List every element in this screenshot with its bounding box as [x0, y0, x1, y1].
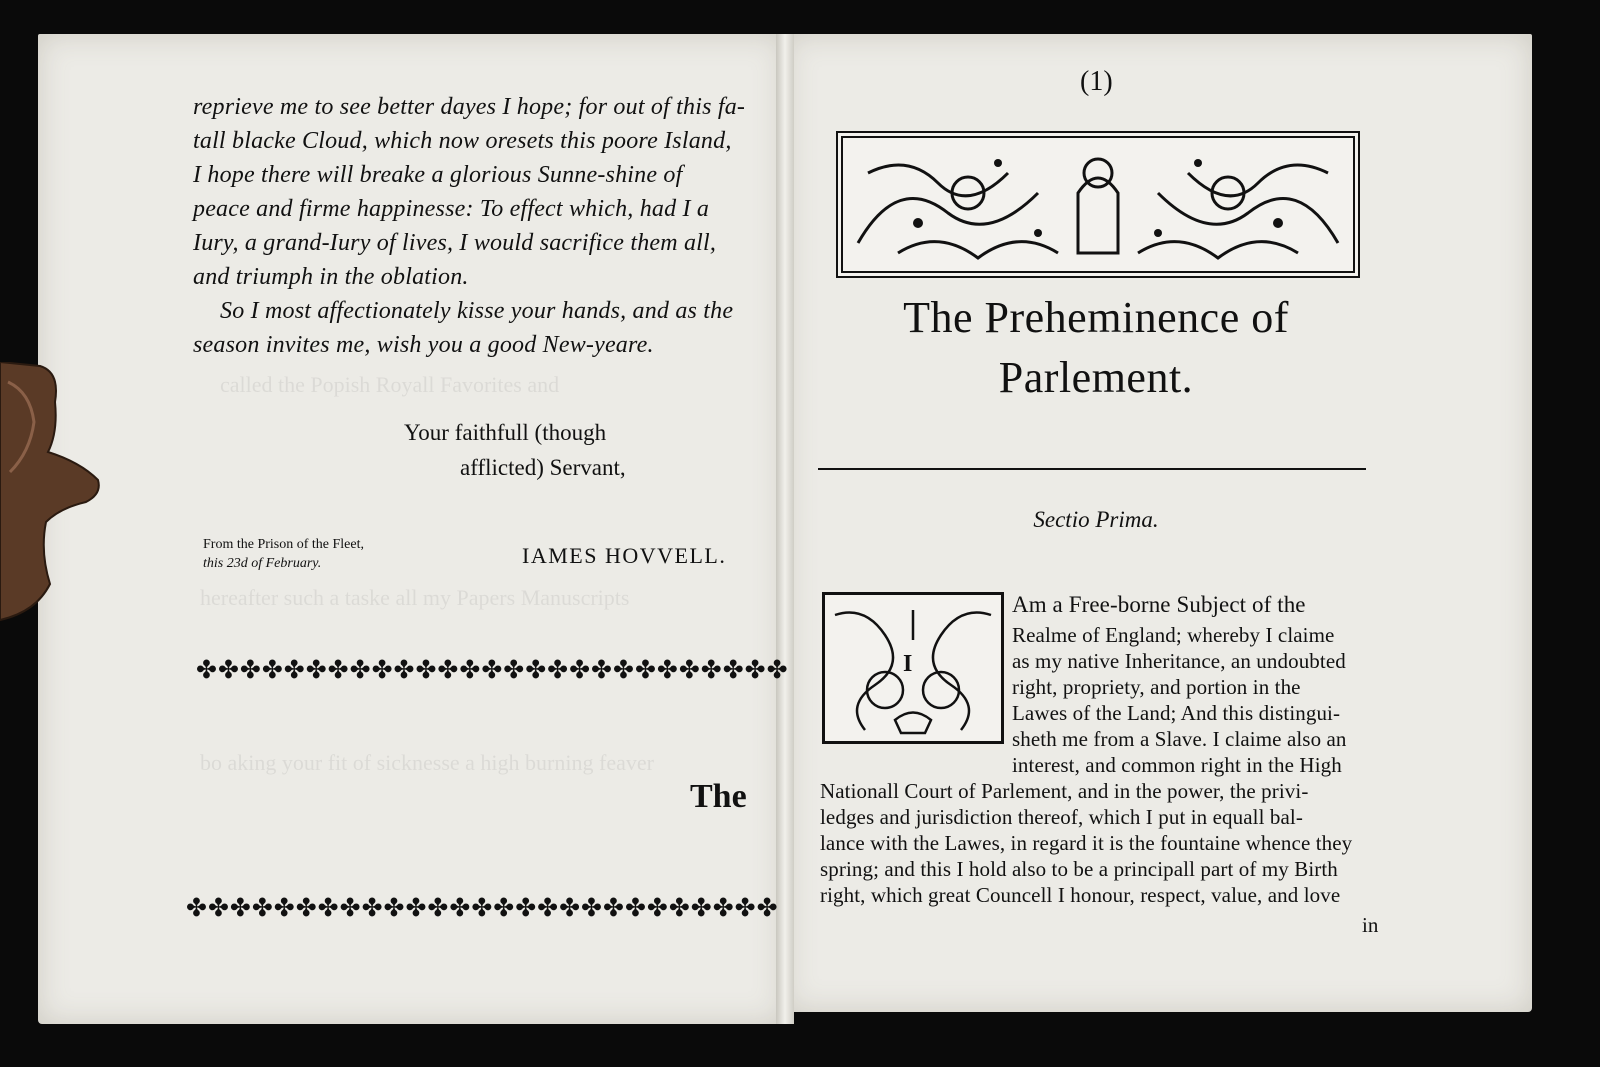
body-line: spring; and this I hold also to be a principall part of my Birth: [820, 857, 1338, 881]
book-title: Parlement.: [998, 353, 1194, 402]
catchword: The: [690, 778, 747, 815]
body-line: right, which great Councell I honour, respect, value, and love: [820, 883, 1341, 907]
letter-line: reprieve me to see better dayes I hope; for out of this fa-: [193, 94, 746, 120]
floral-initial-icon: [825, 595, 1001, 741]
body-line: Nationall Court of Parlement, and in the power, the privi-: [820, 779, 1309, 803]
ornament-row: ✤✤✤✤✤✤✤✤✤✤✤✤✤✤✤✤✤✤✤✤✤✤✤✤✤✤✤: [196, 655, 789, 684]
show-through-text: bo aking your fit of sicknesse a high burning feaver: [200, 750, 654, 775]
body-line: ledges and jurisdiction thereof, which I put in equall bal-: [820, 805, 1303, 829]
signoff-line: afflicted) Servant,: [460, 455, 626, 480]
letter-line: peace and firme happinesse: To effect which, had I a: [193, 196, 710, 222]
body-line: sheth me from a Slave. I claime also an: [1012, 727, 1347, 751]
body-line: Am a Free-borne Subject of the: [1012, 592, 1306, 617]
author-name: IAMES HOVVELL.: [522, 543, 727, 568]
book-title: The Preheminence of: [903, 293, 1289, 342]
show-through-text: hereafter such a taske all my Papers Manuscripts: [200, 585, 630, 610]
book-clasp-icon: [0, 362, 100, 622]
woodcut-headpiece-icon: [836, 131, 1360, 278]
divider-rule: [818, 468, 1366, 470]
signoff-line: Your faithfull (though: [404, 420, 607, 445]
body-line: right, propriety, and portion in the: [1012, 675, 1301, 699]
ornament-row: ✤✤✤✤✤✤✤✤✤✤✤✤✤✤✤✤✤✤✤✤✤✤✤✤✤✤✤: [186, 893, 779, 922]
letter-line: and triumph in the oblation.: [193, 264, 469, 290]
body-line: interest, and common right in the High: [1012, 753, 1342, 777]
letter-line: So I most affectionately kisse your hands, and as the: [220, 298, 734, 324]
show-through-text: called the Popish Royall Favorites and: [220, 372, 560, 397]
drop-cap-letter: I: [903, 651, 913, 677]
date-line: this 23d of February.: [203, 556, 322, 571]
drop-cap: [822, 592, 1004, 744]
book-gutter: [776, 34, 794, 1024]
letter-line: season invites me, wish you a good New-yeare.: [193, 332, 654, 358]
place-line: From the Prison of the Fleet,: [203, 537, 364, 552]
page-number: (1): [1080, 66, 1113, 97]
letter-line: tall blacke Cloud, which now oresets this poore Island,: [193, 128, 732, 154]
body-line: Realme of England; whereby I claime: [1012, 623, 1335, 647]
body-line: as my native Inheritance, an undoubted: [1012, 649, 1346, 673]
section-heading: Sectio Prima.: [1033, 507, 1159, 532]
body-line: Lawes of the Land; And this distingui-: [1012, 701, 1341, 725]
body-line: lance with the Lawes, in regard it is the fountaine whence they: [820, 831, 1353, 855]
letter-line: I hope there will breake a glorious Sunne-shine of: [193, 162, 683, 188]
catchword: in: [1362, 913, 1379, 937]
letter-line: Iury, a grand-Iury of lives, I would sacrifice them all,: [193, 230, 717, 256]
